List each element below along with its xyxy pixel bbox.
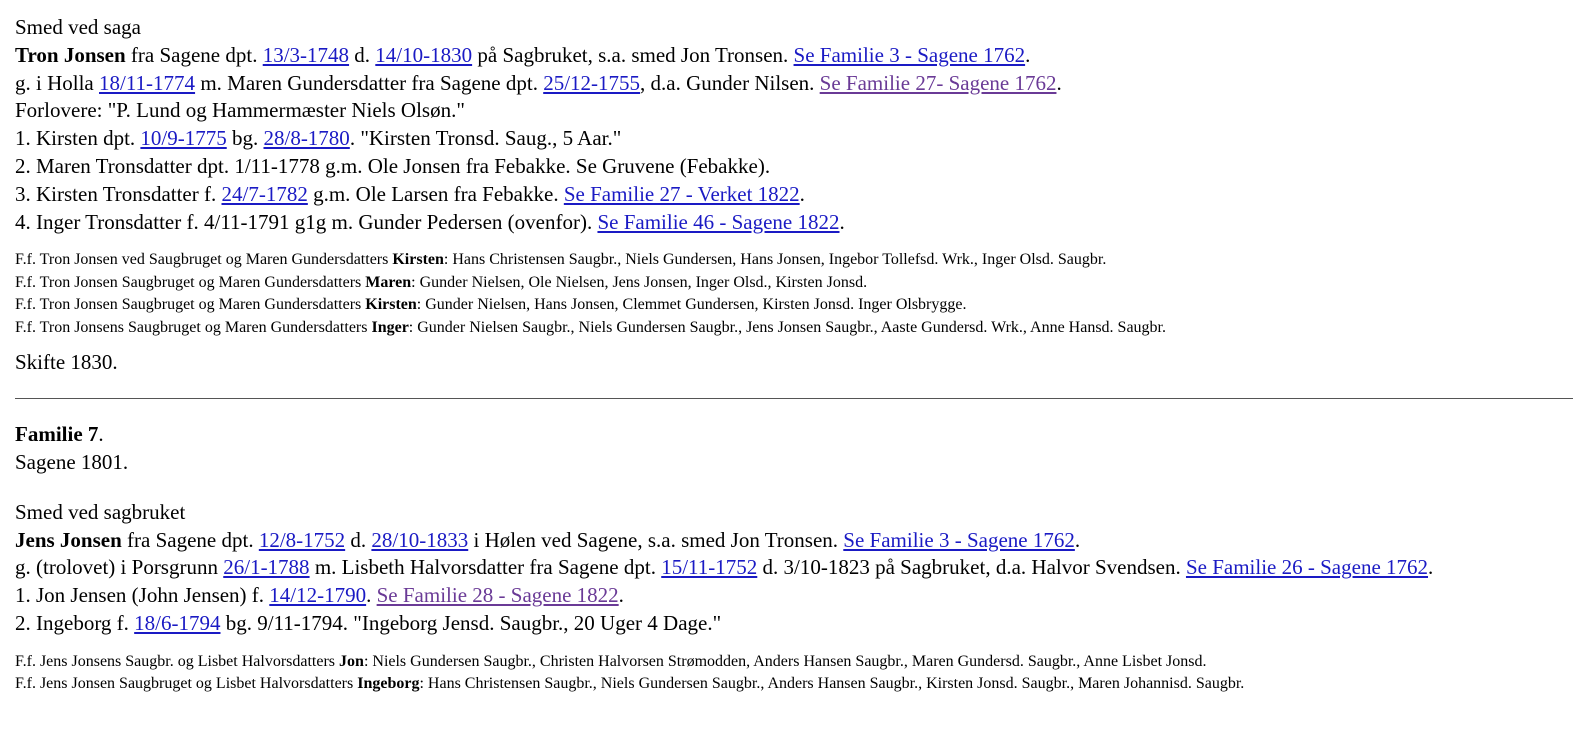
- birth-date-link[interactable]: 24/7-1782: [221, 181, 308, 206]
- sponsor-line: F.f. Tron Jonsen Saugbruget og Maren Gundersdatters Maren: Gunder Nielsen, Ole Nielsen, Jens Jonsen, Inger Olsd., Kirsten Jonsd.: [15, 273, 868, 291]
- sponsor-line: F.f. Tron Jonsens Saugbruget og Maren Gundersdatters Inger: Gunder Nielsen Saugbr., Niels Gundersen Saugbr., Jens Jonsen Saugbr., Aaste Gundersd. Wrk., Anne Hansd. Saugbr.: [15, 318, 1166, 336]
- death-date-link[interactable]: 28/10-1833: [371, 527, 469, 552]
- marriage-date-link[interactable]: 18/11-1774: [99, 70, 196, 95]
- baptism-date-link[interactable]: 13/3-1748: [262, 42, 350, 67]
- family-reference-link[interactable]: Se Familie 46 - Sagene 1822: [597, 209, 840, 234]
- death-date-link[interactable]: 14/10-1830: [375, 42, 473, 67]
- section-heading: Smed ved saga: [15, 15, 141, 39]
- baptism-date-link[interactable]: 15/11-1752: [661, 555, 758, 580]
- birth-date-link[interactable]: 18/6-1794: [134, 610, 221, 635]
- family-title: Familie 7.: [15, 422, 104, 447]
- section-heading: Smed ved sagbruket: [15, 499, 186, 524]
- sponsor-line: F.f. Tron Jonsen Saugbruget og Maren Gundersdatters Kirsten: Gunder Nielsen, Hans Jonsen, Clemmet Gundersen, Kirsten Jonsd. Inger Olsbrygge.: [15, 296, 967, 314]
- marriage-date-link[interactable]: 26/1-1788: [223, 555, 310, 580]
- father-line: Tron Jonsen fra Sagene dpt. 13/3-1748 d. 14/10-1830 på Sagbruket, s.a. smed Jon Tronsen. Se Familie 3 - Sagene 1762.: [15, 42, 1031, 67]
- sponsor-line: F.f. Tron Jonsen ved Saugbruget og Maren Gundersdatters Kirsten: Hans Christensen Saugbr., Niels Gundersen, Hans Jonsen, Ingebor Tollefsd. Wrk., Inger Olsd. Saugbr.: [15, 251, 1107, 269]
- family-reference-link[interactable]: Se Familie 26 - Sagene 1762: [1185, 555, 1429, 580]
- father-line: Jens Jonsen fra Sagene dpt. 12/8-1752 d. 28/10-1833 i Hølen ved Sagene, s.a. smed Jon Tronsen. Se Familie 3 - Sagene 1762.: [15, 527, 1081, 552]
- family-place: Sagene 1801.: [15, 449, 129, 474]
- witnesses-line: Forlovere: "P. Lund og Hammermæster Niels Olsøn.": [15, 98, 465, 123]
- person-name: Tron Jonsen: [15, 42, 126, 67]
- child-line: 1. Jon Jensen (John Jensen) f. 14/12-1790. Se Familie 28 - Sagene 1822.: [15, 583, 624, 608]
- baptism-date-link[interactable]: 12/8-1752: [258, 527, 346, 552]
- child-line: 3. Kirsten Tronsdatter f. 24/7-1782 g.m. Ole Larsen fra Febakke. Se Familie 27 - Verket 1822.: [15, 181, 805, 206]
- marriage-line: g. (trolovet) i Porsgrunn 26/1-1788 m. Lisbeth Halvorsdatter fra Sagene dpt. 15/11-1752 d. 3/10-1823 på Sagbruket, d.a. Halvor Svendsen. Se Familie 26 - Sagene 1762.: [15, 555, 1434, 580]
- family-reference-link[interactable]: Se Familie 3 - Sagene 1762: [793, 42, 1026, 67]
- burial-date-link[interactable]: 28/8-1780: [263, 126, 350, 151]
- sponsor-line: F.f. Jens Jonsens Saugbr. og Lisbet Halvorsdatters Jon: Niels Gundersen Saugbr., Christen Halvorsen Strømodden, Anders Hansen Saugbr., Maren Gundersd. Saugbr., Anne Lisbet Jonsd.: [15, 652, 1207, 670]
- family-reference-link[interactable]: Se Familie 27 - Verket 1822: [563, 181, 800, 206]
- child-line: 4. Inger Tronsdatter f. 4/11-1791 g1g m. Gunder Pedersen (ovenfor). Se Familie 46 - Sagene 1822.: [15, 209, 845, 234]
- baptism-date-link[interactable]: 10/9-1775: [140, 126, 227, 151]
- marriage-line: g. i Holla 18/11-1774 m. Maren Gundersdatter fra Sagene dpt. 25/12-1755, d.a. Gunder Nilsen. Se Familie 27- Sagene 1762.: [15, 70, 1062, 95]
- child-line: 2. Maren Tronsdatter dpt. 1/11-1778 g.m. Ole Jonsen fra Febakke. Se Gruvene (Febakke).: [15, 153, 771, 178]
- family-reference-link[interactable]: Se Familie 3 - Sagene 1762: [843, 527, 1075, 552]
- child-line: 2. Ingeborg f. 18/6-1794 bg. 9/11-1794. "Ingeborg Jensd. Saugbr., 20 Uger 4 Dage.": [15, 610, 722, 635]
- family-reference-link[interactable]: Se Familie 27- Sagene 1762: [819, 70, 1057, 95]
- probate-note: Skifte 1830.: [15, 350, 118, 375]
- family-reference-link[interactable]: Se Familie 28 - Sagene 1822: [376, 583, 619, 608]
- person-name: Jens Jonsen: [15, 527, 122, 552]
- birth-date-link[interactable]: 14/12-1790: [269, 583, 367, 608]
- sponsors-list: [15, 651, 1573, 696]
- child-line: 1. Kirsten dpt. 10/9-1775 bg. 28/8-1780. "Kirsten Tronsd. Saug., 5 Aar.": [15, 126, 622, 151]
- baptism-date-link[interactable]: 25/12-1755: [543, 70, 641, 95]
- sponsor-line: F.f. Jens Jonsen Saugbruget og Lisbet Halvorsdatters Ingeborg: Hans Christensen Saugbr., Niels Gundersen Saugbr., Anders Hansen Saugbr., Kirsten Jonsd. Saugbr., Maren Johannisd. Saugbr.: [15, 675, 1245, 693]
- sponsors-list: [15, 249, 1573, 339]
